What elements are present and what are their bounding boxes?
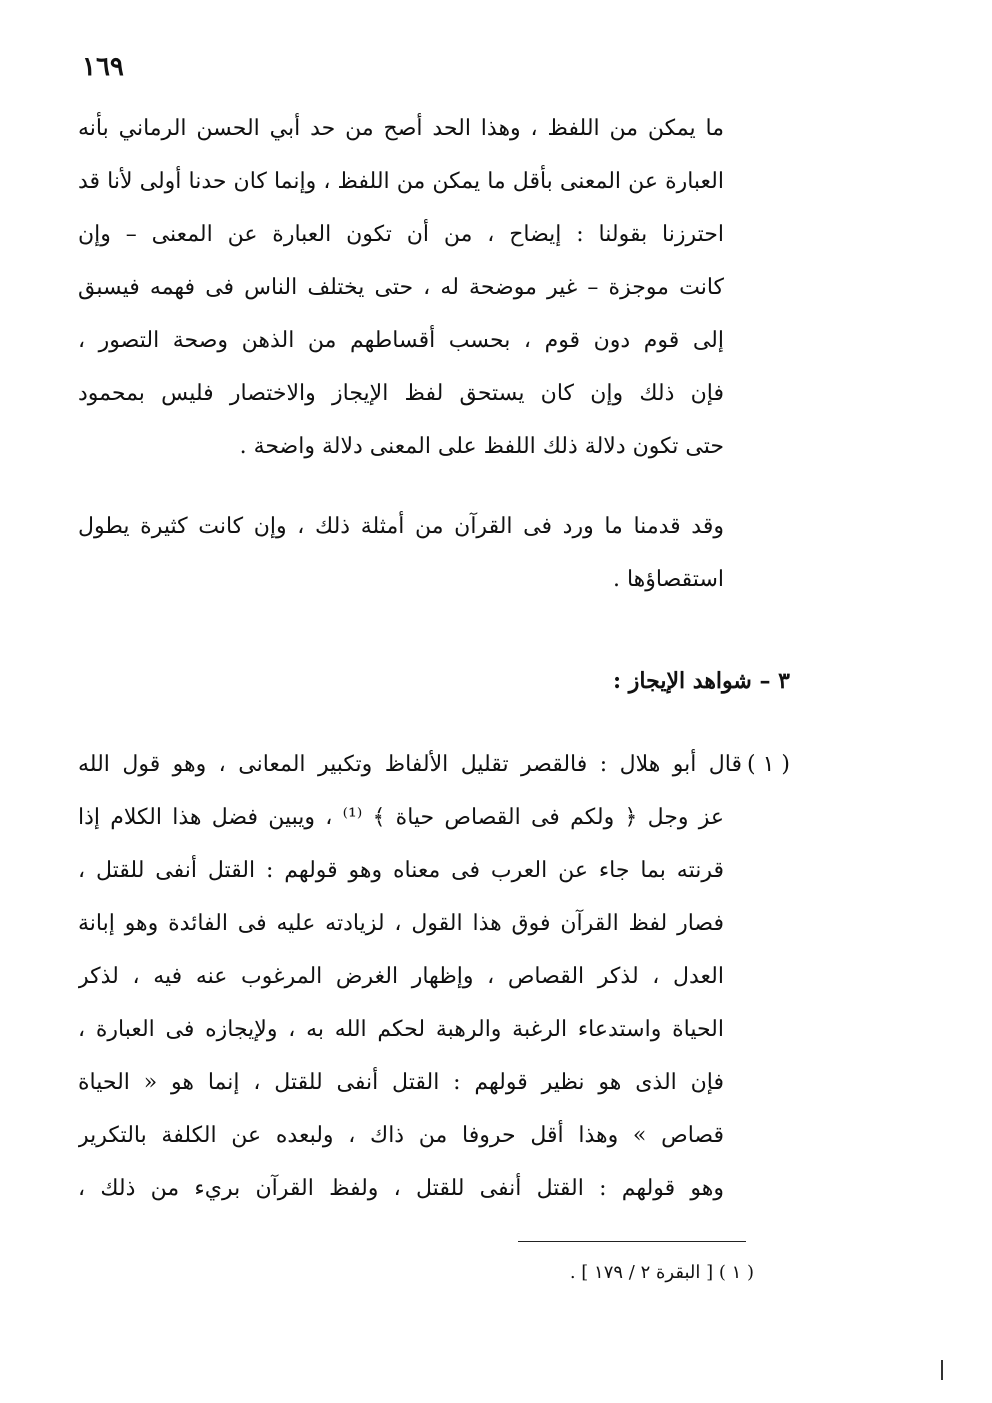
text-line: ما يمكن من اللفظ ، وهذا الحد أصح من حد أبي الحسن الرماني بأنه [78,116,724,141]
item-marker: ( ١ ) [747,752,790,777]
page-number: ١٦٩ [82,52,124,82]
text-line: حتى تكون دلالة ذلك اللفظ على المعنى دلالة واضحة . [239,434,724,459]
text-line: الحياة واستدعاء الرغبة والرهبة لحكم الله به ، ولإيجازه فى العبارة ، [78,1017,724,1042]
text-line: استقصاؤها . [612,567,724,592]
text-line: قرنته بما جاء عن العرب فى معناه وهو قولهم : القتل أنفى للقتل ، [78,858,724,883]
text-line: العدل ، لذكر القصاص ، وإظهار الغرض المرغوب عنه فيه ، لذكر [78,964,724,989]
text-line: فإن الذى هو نظير قولهم : القتل أنفى للقتل ، إنما هو « الحياة [78,1070,724,1095]
item-first-line: قال أبو هلال : فالقصر تقليل الألفاظ وتكبير المعانى ، وهو قول الله [78,752,742,777]
text-line: فصار لفظ القرآن فوق هذا القول ، لزيادته عليه فى الفائدة وهو إبانة [78,911,724,936]
text-line: عز وجل ﴿ ولكم فى القصاص حياة ﴾ ⁽¹⁾ ، ويبين فضل هذا الكلام إذا [78,805,724,830]
section-heading: ٣ – شواهد الإيجاز : [613,668,790,694]
text-line: قصاص » وهذا أقل حروفا من ذاك ، ولبعده عن الكلفة بالتكرير [78,1123,724,1148]
text-line: كانت موجزة – غير موضحة له ، حتى يختلف الناس فى فهمه فيسبق [78,275,724,300]
paragraph-quran-examples [78,500,724,606]
paragraph-definition [78,102,724,473]
text-line: العبارة عن المعنى بأقل ما يمكن من اللفظ ، وإنما كان حدنا أولى لأنا قد [78,169,724,194]
text-line: وهو قولهم : القتل أنفى للقتل ، ولفظ القرآن بريء من ذلك ، [78,1176,724,1201]
text-line: احترزنا بقولنا : إيضاح ، من أن تكون العبارة عن المعنى – وإن [78,222,724,247]
footnote-divider [518,1241,746,1242]
text-line: فإن ذلك وإن كان يستحق لفظ الإيجاز والاختصار فليس بمحمود [78,381,724,406]
text-line: وقد قدمنا ما ورد فى القرآن من أمثلة ذلك ، وإن كانت كثيرة يطول [78,514,724,539]
example-item [78,738,790,1215]
text-line [78,738,790,791]
footnote: ( ١ ) [ البقرة ٢ / ١٧٩ ] . [569,1262,754,1283]
text-line: إلى قوم دون قوم ، بحسب أقساطهم من الذهن وصحة التصور ، [78,328,724,353]
page-edge-mark [941,1360,943,1380]
